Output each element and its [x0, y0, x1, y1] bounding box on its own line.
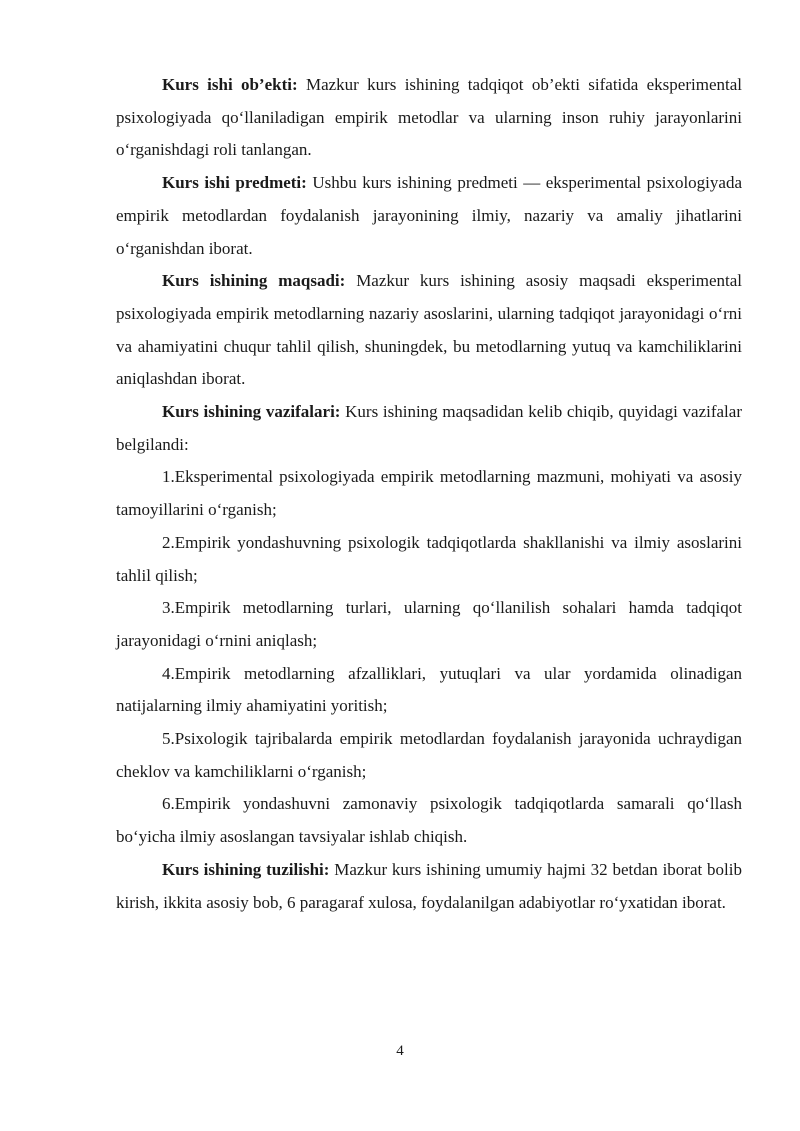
paragraph-text: Mazkur kurs ishining tadqiqot ob’ekti sifatida eksperimental psixologiyada qo‘llaniladigan empirik metodlar va ularning inson ruhiy jarayonlarini o‘rganishdagi roli tanlangan. [116, 75, 742, 160]
paragraph-text: 1.Eksperimental psixologiyada empirik metodlarning mazmuni, mohiyati va asosiy tamoyillarini o‘rganish; [116, 467, 742, 520]
paragraph-vazifalar [116, 396, 742, 461]
paragraph-text: 2.Empirik yondashuvning psixologik tadqiqotlarda shakllanishi va ilmiy asoslarini tahlil qilish; [116, 532, 742, 585]
task-item-4 [116, 658, 742, 723]
paragraph-text: Mazkur kurs ishining umumiy hajmi 32 betdan iborat bolib kirish, ikkita asosiy bob, 6 paragaraf xulosa, foydalanilgan adabiyotlar ro‘yxatidan iborat. [116, 859, 742, 912]
paragraph-predmet [116, 167, 742, 265]
task-item-2 [116, 527, 742, 592]
page-number: 4 [396, 1043, 404, 1059]
task-item-5 [116, 723, 742, 788]
paragraph-label: Kurs ishi ob’ekti: [162, 75, 298, 94]
paragraph-maqsad [116, 265, 742, 396]
task-item-6 [116, 788, 742, 853]
paragraph-label: Kurs ishining vazifalari: [162, 402, 341, 422]
paragraph-label: Kurs ishining maqsadi: [162, 271, 346, 291]
paragraph-obekt [116, 69, 742, 167]
paragraph-text: 4.Empirik metodlarning afzalliklari, yutuqlari va ular yordamida olinadigan natijalarning ilmiy ahamiyatini yoritish; [116, 663, 742, 716]
task-item-3 [116, 592, 742, 657]
paragraph-label: Kurs ishi predmeti: [162, 173, 307, 193]
task-item-1 [116, 461, 742, 526]
paragraph-text: Mazkur kurs ishining asosiy maqsadi eksperimental psixologiyada empirik metodlarning nazariy asoslarini, ularning tadqiqot jarayonidagi o‘rni va ahamiyatini chuqur tahlil qilish, shuningdek, bu metodlarning yutuq va kamchiliklarini aniqlashdan iborat. [116, 271, 742, 389]
paragraph-text: 5.Psixologik tajribalarda empirik metodlardan foydalanish jarayonida uchraydigan cheklov va kamchiliklarni o‘rganish; [116, 729, 742, 781]
paragraph-label: Kurs ishining tuzilishi: [162, 859, 330, 879]
body-text [116, 69, 742, 919]
paragraph-text: 6.Empirik yondashuvni zamonaviy psixologik tadqiqotlarda samarali qo‘llash bo‘yicha ilmiy asoslangan tavsiyalar ishlab chiqish. [116, 794, 742, 847]
paragraph-text: 3.Empirik metodlarning turlari, ularning qo‘llanilish sohalari hamda tadqiqot jarayonidagi o‘rnini aniqlash; [116, 598, 742, 650]
paragraph-text: Kurs ishining maqsadidan kelib chiqib, quyidagi vazifalar belgilandi: [116, 402, 742, 454]
paragraph-tuzilish [116, 854, 742, 919]
paragraph-text: Ushbu kurs ishining predmeti — eksperimental psixologiyada empirik metodlardan foydalanish jarayonining ilmiy, nazariy va amaliy jihatlarini o‘rganishdan iborat. [116, 173, 742, 258]
